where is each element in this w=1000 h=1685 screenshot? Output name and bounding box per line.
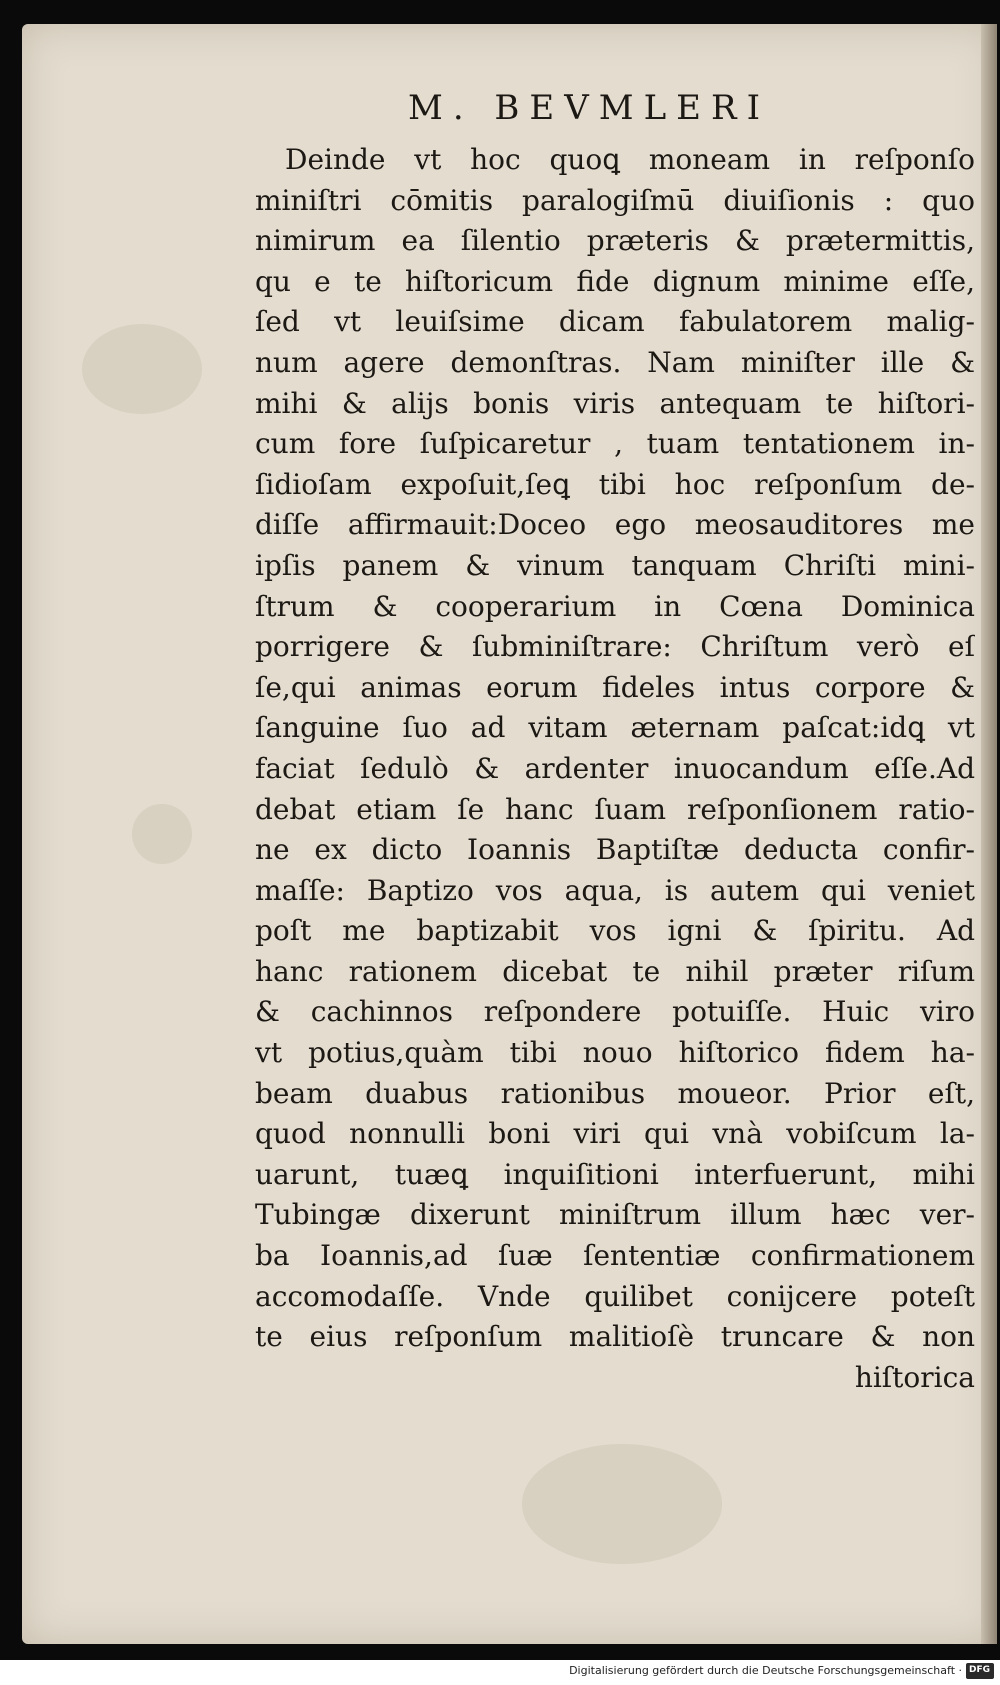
text-line: ſidioſam expoſuit,ſeꝗ tibi hoc reſponſum de- — [255, 467, 975, 501]
dfg-logo-icon — [966, 1663, 994, 1679]
paper-stain — [82, 324, 202, 414]
text-line: debat etiam ſe hanc ſuam reſponſionem ratio- — [255, 792, 975, 826]
text-line: ſed vt leuiſsime dicam fabulatorem malig- — [255, 305, 975, 339]
text-line: quod nonnulli boni viri qui vnà vobiſcum la- — [255, 1117, 975, 1151]
text-line: & cachinnos reſpondere potuiſſe. Huic viro — [255, 995, 975, 1029]
text-line: nimirum ea ſilentio præteris & prætermittis, — [255, 224, 975, 258]
text-line: ſe,qui animas eorum fideles intus corpore & — [255, 670, 975, 704]
text-line: ba Ioannis,ad ſuæ ſententiæ confirmationem — [255, 1239, 975, 1273]
text-line: faciat ſedulò & ardenter inuocandum eſſe.Ad — [255, 751, 975, 785]
text-line: miniſtri cōmitis paralogiſmū diuiſionis : quo — [255, 183, 975, 217]
footer-bar — [0, 1660, 1000, 1685]
text-line: Tubingæ dixerunt miniſtrum illum hæc ver- — [255, 1198, 975, 1232]
text-line: ne ex dicto Ioannis Baptiſtæ deducta confir- — [255, 833, 975, 867]
text-line: cum fore ſuſpicaretur , tuam tentationem in- — [255, 427, 975, 461]
text-line: te eius reſponſum malitioſè truncare & non — [255, 1320, 975, 1354]
catchword: hiſtorica — [854, 1360, 975, 1394]
text-line: vt potius,quàm tibi nouo hiſtorico fidem ha- — [255, 1036, 975, 1070]
text-line: ipſis panem & vinum tanquam Chriſti mini- — [255, 548, 975, 582]
text-line: ſanguine ſuo ad vitam æternam paſcat:idꝗ vt — [255, 711, 975, 745]
body-text — [255, 140, 975, 1398]
text-line: maſſe: Baptizo vos aqua, is autem qui veniet — [255, 873, 975, 907]
text-line: poſt me baptizabit vos igni & ſpiritu. Ad — [255, 914, 975, 948]
paper-stain — [132, 804, 192, 864]
text-line: Deinde vt hoc quoꝗ moneam in reſponſo — [285, 143, 975, 176]
page-edge — [981, 24, 997, 1644]
text-line: num agere demonſtras. Nam miniſter ille & — [255, 345, 975, 379]
dfg-logo-text: DFG — [969, 1665, 991, 1675]
paper-stain — [522, 1444, 722, 1564]
text-line: diſſe affirmauit:Doceo ego meosauditores me — [255, 508, 975, 542]
text-line: mihi & alijs bonis viris antequam te hiſtori- — [255, 386, 975, 420]
funding-credit: Digitalisierung gefördert durch die Deutsche Forschungsgemeinschaft · — [569, 1664, 962, 1677]
text-line: porrigere & ſubminiſtrare: Chriſtum verò eſ — [255, 630, 975, 664]
text-line: hanc rationem dicebat te nihil præter riſum — [255, 954, 975, 988]
text-line: accomodaſſe. Vnde quilibet conijcere poteſt — [255, 1279, 975, 1313]
text-line: qu e te hiſtoricum fide dignum minime eſſe, — [255, 264, 975, 298]
text-line: beam duabus rationibus moueor. Prior eſt, — [255, 1076, 975, 1110]
running-head: M. BEVMLERI — [408, 88, 771, 128]
text-line: uarunt, tuæꝗ inquiſitioni interfuerunt, mihi — [255, 1157, 975, 1191]
text-line: ſtrum & cooperarium in Cœna Dominica — [255, 589, 975, 623]
